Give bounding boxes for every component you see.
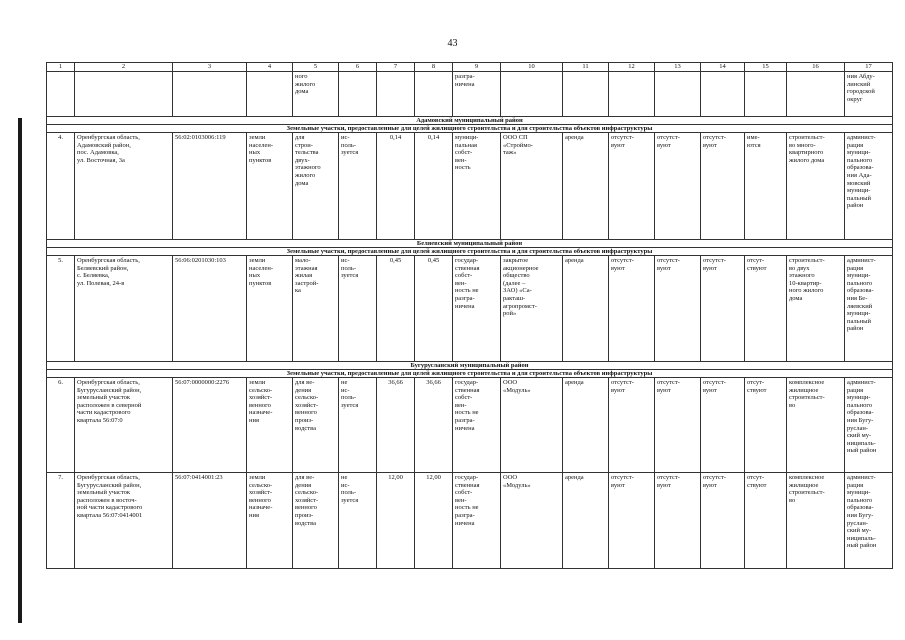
cell-administration: админист- рация муници- пального образова- ния Ада- мовский муници- пальный район xyxy=(845,133,893,240)
cell-address: Оренбургская область, Бугурусланский район, земельный участок расположен в восточ- ной части кадастрового квартала 56:07:0414001 xyxy=(75,473,173,569)
cell-ownership: муници- пальная собст- вен- ность xyxy=(453,133,501,240)
plot-row xyxy=(47,256,893,362)
cell-permitted-use: мало- этажная жилая застрой- ка xyxy=(293,256,339,362)
cell-encumbrance-c: отсутст- вуют xyxy=(701,473,745,569)
cell-permitted-use: для ве- дения сельско- хозяйст- венного произ- водства xyxy=(293,473,339,569)
cell-usage-status xyxy=(339,72,377,117)
purpose-heading-text: Земельные участки, предоставленные для целей жилищного строительства и для строительства объектов инфраструктуры xyxy=(47,248,893,256)
cell-area-used: 8 xyxy=(415,63,453,72)
cell-encumbrance-c: 14 xyxy=(701,63,745,72)
cell-area-used xyxy=(415,72,453,117)
cell-usage-status: 6 xyxy=(339,63,377,72)
cell-land-category: 4 xyxy=(247,63,293,72)
cell-ownership: государ- ственная собст- вен- ность не разгра- ничена xyxy=(453,256,501,362)
cell-address: Оренбургская область, Адамовский район, пос. Адамовка, ул. Восточная, 3а xyxy=(75,133,173,240)
cell-usage-status: ис- поль- зуется xyxy=(339,133,377,240)
district-heading-text: Бугурусланский муниципальный район xyxy=(47,362,893,370)
scan-edge-bar xyxy=(18,118,22,623)
cell-holder: ООО «Модуль» xyxy=(501,473,563,569)
cell-holder: 10 xyxy=(501,63,563,72)
cell-encumbrance-b: отсутст- вуют xyxy=(655,473,701,569)
cell-permitted-use: для строи- тельства двух- этажного жилого дома xyxy=(293,133,339,240)
cell-encumbrance-c: отсутст- вуют xyxy=(701,378,745,473)
continued-row xyxy=(47,72,893,117)
cell-ownership: разгра- ничена xyxy=(453,72,501,117)
cell-purpose-of-use: комплексное жилищное строительст- во xyxy=(787,473,845,569)
cell-usage-status: ис- поль- зуется xyxy=(339,256,377,362)
cell-holder: ООО СП «Строймо- таж» xyxy=(501,133,563,240)
cell-area xyxy=(377,72,415,117)
cell-usage-status: не ис- поль- зуется xyxy=(339,378,377,473)
cell-address: Оренбургская область, Беляевский район, с. Беляевка, ул. Полевая, 24-в xyxy=(75,256,173,362)
cell-area-used: 12,00 xyxy=(415,473,453,569)
cell-row-num: 6. xyxy=(47,378,75,473)
cell-right-type xyxy=(563,72,609,117)
cell-land-category: земли сельско- хозяйст- венного назначе- ния xyxy=(247,473,293,569)
cell-ownership: государ- ственная собст- вен- ность не разгра- ничена xyxy=(453,378,501,473)
cell-encumbrance-a: 12 xyxy=(609,63,655,72)
cell-area: 12,00 xyxy=(377,473,415,569)
cell-purpose-of-use: строительст- во много- квартирного жилого дома xyxy=(787,133,845,240)
purpose-heading xyxy=(47,125,893,133)
district-heading xyxy=(47,362,893,370)
cell-purpose-of-use: строительст- во двух этажного 10-квартир- ного жилого дома xyxy=(787,256,845,362)
cell-administration: ния Абду- линский городской округ xyxy=(845,72,893,117)
cell-administration: админист- рация муници- пального образова- ния Бугу- руслан- ский му- ниципаль- ный район xyxy=(845,473,893,569)
cell-purpose-of-use: 16 xyxy=(787,63,845,72)
column-number-row xyxy=(47,63,893,72)
cell-cadastral-number: 56:07:0000000:2276 xyxy=(173,378,247,473)
cell-ownership: 9 xyxy=(453,63,501,72)
plot-row xyxy=(47,133,893,240)
cell-usage-status: не ис- поль- зуется xyxy=(339,473,377,569)
cell-encumbrance-b: 13 xyxy=(655,63,701,72)
cell-right-type: аренда xyxy=(563,473,609,569)
cell-area-used: 0,14 xyxy=(415,133,453,240)
cell-right-type: аренда xyxy=(563,256,609,362)
cell-encumbrance-c: отсутст- вуют xyxy=(701,133,745,240)
cell-holder xyxy=(501,72,563,117)
cell-permitted-use: 5 xyxy=(293,63,339,72)
purpose-heading-text: Земельные участки, предоставленные для целей жилищного строительства и для строительства объектов инфраструктуры xyxy=(47,370,893,378)
land-plots-table xyxy=(46,62,893,569)
page-number: 43 xyxy=(447,38,458,49)
cell-row-num: 7. xyxy=(47,473,75,569)
cell-address: 2 xyxy=(75,63,173,72)
cell-address: Оренбургская область, Бугурусланский район, земельный участок расположен в северной части кадастрового квартала 56:07:0 xyxy=(75,378,173,473)
cell-land-category xyxy=(247,72,293,117)
cell-cadastral-number: 56:02:0103006:119 xyxy=(173,133,247,240)
cell-area: 36,66 xyxy=(377,378,415,473)
cell-purpose-of-use: комплексное жилищное строительст- во xyxy=(787,378,845,473)
cell-land-category: земли населен- ных пунктов xyxy=(247,133,293,240)
cell-encumbrance-b: отсутст- вуют xyxy=(655,378,701,473)
cell-encumbrance-a xyxy=(609,72,655,117)
cell-infrastructure: име- ются xyxy=(745,133,787,240)
cell-area: 0,45 xyxy=(377,256,415,362)
cell-infrastructure: отсут- ствуют xyxy=(745,378,787,473)
cell-cadastral-number: 56:07:0414001:23 xyxy=(173,473,247,569)
cell-encumbrance-b: отсутст- вуют xyxy=(655,256,701,362)
cell-encumbrance-b xyxy=(655,72,701,117)
cell-ownership: государ- ственная собст- вен- ность не разгра- ничена xyxy=(453,473,501,569)
cell-row-num xyxy=(47,72,75,117)
cell-right-type: аренда xyxy=(563,133,609,240)
cell-purpose-of-use xyxy=(787,72,845,117)
cell-holder: закрытое акционерное общество (далее – ЗАО) «Са- ракташ- агропромст- рой» xyxy=(501,256,563,362)
cell-right-type: 11 xyxy=(563,63,609,72)
cell-area: 0,14 xyxy=(377,133,415,240)
cell-right-type: аренда xyxy=(563,378,609,473)
cell-encumbrance-c xyxy=(701,72,745,117)
cell-infrastructure: отсут- ствуют xyxy=(745,256,787,362)
cell-row-num: 5. xyxy=(47,256,75,362)
cell-land-category: земли сельско- хозяйст- венного назначе- ния xyxy=(247,378,293,473)
district-heading-text: Беляевский муниципальный район xyxy=(47,240,893,248)
cell-administration: админист- рация муници- пального образова- ния Бе- ляевский муници- пальный район xyxy=(845,256,893,362)
cell-cadastral-number xyxy=(173,72,247,117)
cell-administration: админист- рация муници- пального образова- ния Бугу- руслан- ский му- ниципаль- ный район xyxy=(845,378,893,473)
cell-row-num: 1 xyxy=(47,63,75,72)
purpose-heading-text: Земельные участки, предоставленные для целей жилищного строительства и для строительства объектов инфраструктуры xyxy=(47,125,893,133)
cell-encumbrance-a: отсутст- вуют xyxy=(609,133,655,240)
cell-permitted-use: ного жилого дома xyxy=(293,72,339,117)
cell-land-category: земли населен- ных пунктов xyxy=(247,256,293,362)
cell-encumbrance-c: отсутст- вуют xyxy=(701,256,745,362)
cell-cadastral-number: 3 xyxy=(173,63,247,72)
cell-permitted-use: для ве- дения сельско- хозяйст- венного произ- водства xyxy=(293,378,339,473)
purpose-heading xyxy=(47,248,893,256)
district-heading-text: Адамовский муниципальный район xyxy=(47,117,893,125)
cell-area-used: 0,45 xyxy=(415,256,453,362)
plot-row xyxy=(47,378,893,473)
purpose-heading xyxy=(47,370,893,378)
cell-cadastral-number: 56:06:0201030:103 xyxy=(173,256,247,362)
district-heading xyxy=(47,240,893,248)
cell-encumbrance-a: отсутст- вуют xyxy=(609,473,655,569)
cell-area: 7 xyxy=(377,63,415,72)
cell-area-used: 36,66 xyxy=(415,378,453,473)
cell-holder: ООО «Модуль» xyxy=(501,378,563,473)
cell-infrastructure: 15 xyxy=(745,63,787,72)
cell-encumbrance-b: отсутст- вуют xyxy=(655,133,701,240)
cell-infrastructure xyxy=(745,72,787,117)
cell-encumbrance-a: отсутст- вуют xyxy=(609,378,655,473)
cell-address xyxy=(75,72,173,117)
cell-row-num: 4. xyxy=(47,133,75,240)
cell-encumbrance-a: отсутст- вуют xyxy=(609,256,655,362)
cell-administration: 17 xyxy=(845,63,893,72)
district-heading xyxy=(47,117,893,125)
cell-infrastructure: отсут- ствуют xyxy=(745,473,787,569)
plot-row xyxy=(47,473,893,569)
